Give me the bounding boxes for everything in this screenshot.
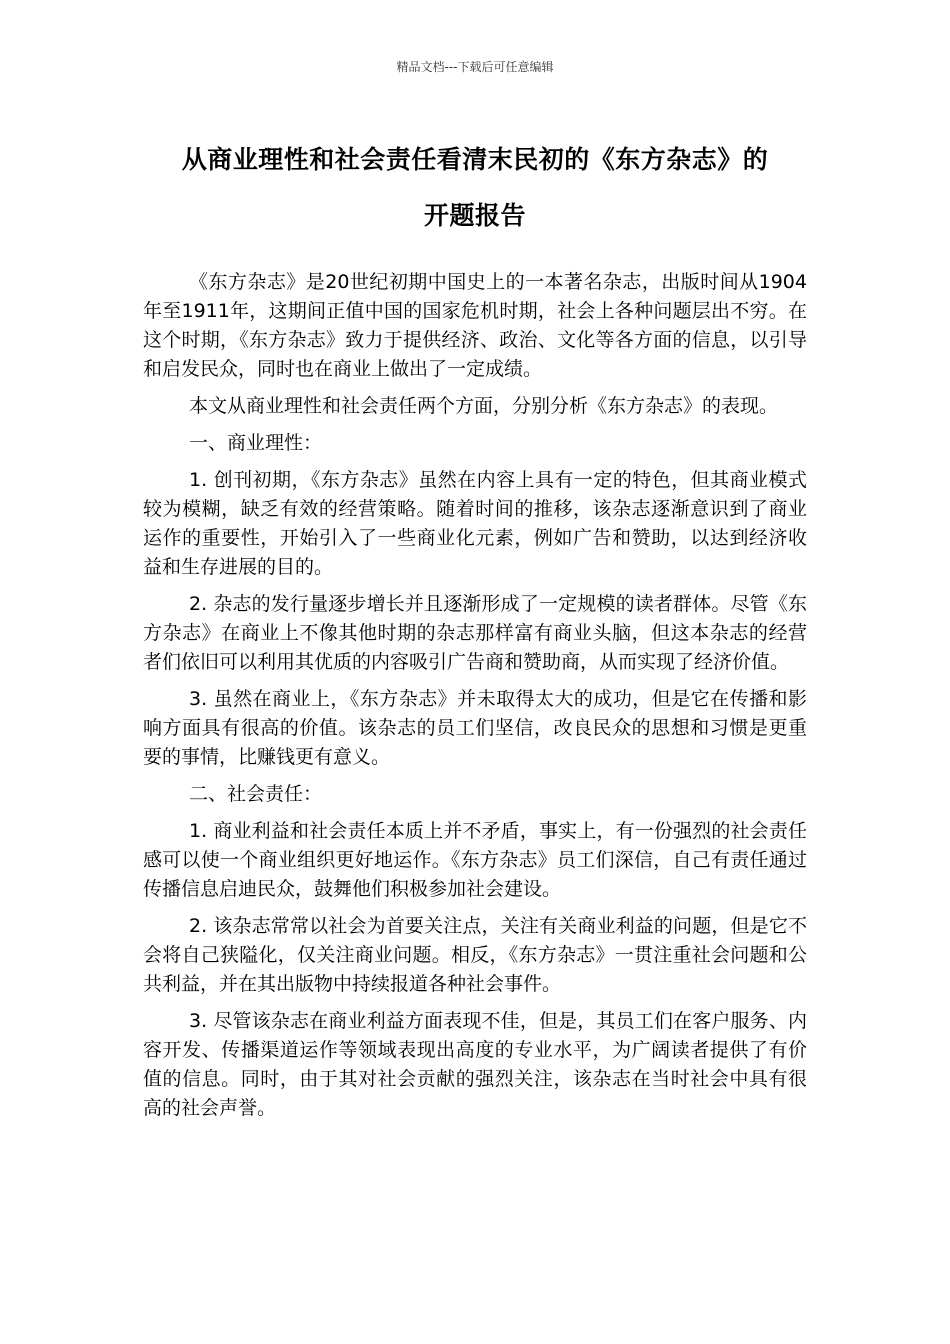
commercial-point-1: 1. 创刊初期，《东方杂志》虽然在内容上具有一定的特色，但其商业模式较为模糊，缺乏有效的经营策略。随着时间的推移，该杂志逐渐意识到了商业运作的重要性，开始引入了一些商业化元素，例如广告和赞助，以达到经济收益和生存进展的目的。 xyxy=(143,469,807,578)
section-heading-commercial: 一、商业理性： xyxy=(189,432,323,454)
intro-paragraph: 《东方杂志》是20世纪初期中国史上的一本著名杂志，出版时间从1904年至1911年，这期间正值中国的国家危机时期，社会上各种问题层出不穷。在这个时期，《东方杂志》致力于提供经济、政治、文化等各方面的信息，以引导和启发民众，同时也在商业上做出了一定成绩。 xyxy=(143,271,807,380)
document-title xyxy=(140,132,810,244)
social-point-2: 2. 该杂志常常以社会为首要关注点，关注有关商业利益的问题，但是它不会将自己狭隘化，仅关注商业问题。相反，《东方杂志》一贯注重社会问题和公共利益，并在其出版物中持续报道各种社会事件。 xyxy=(143,915,807,995)
social-point-1: 1. 商业利益和社会责任本质上并不矛盾，事实上，有一份强烈的社会责任感可以使一个商业组织更好地运作。《东方杂志》员工们深信，自己有责任通过传播信息启迪民众，鼓舞他们积极参加社会建设。 xyxy=(143,820,807,900)
document-body xyxy=(143,268,807,1131)
social-point-3: 3. 尽管该杂志在商业利益方面表现不佳，但是，其员工们在客户服务、内容开发、传播渠道运作等领域表现出高度的专业水平，为广阔读者提供了有价值的信息。同时，由于其对社会贡献的强烈关注，该杂志在当时社会中具有很高的社会声誉。 xyxy=(143,1010,807,1119)
title-line-1: 从商业理性和社会责任看清末民初的《东方杂志》的 xyxy=(181,145,769,174)
commercial-point-2: 2. 杂志的发行量逐步增长并且逐渐形成了一定规模的读者群体。尽管《东方杂志》在商业上不像其他时期的杂志那样富有商业头脑，但这本杂志的经营者们依旧可以利用其优质的内容吸引广告商和赞助商，从而实现了经济价值。 xyxy=(143,593,807,673)
section-heading-social: 二、社会责任： xyxy=(189,783,323,805)
title-line-2: 开题报告 xyxy=(423,201,526,230)
commercial-point-3: 3. 虽然在商业上，《东方杂志》并未取得太大的成功，但是它在传播和影响方面具有很高的价值。该杂志的员工们坚信，改良民众的思想和习惯是更重要的事情，比赚钱更有意义。 xyxy=(143,688,807,768)
scope-paragraph: 本文从商业理性和社会责任两个方面，分别分析《东方杂志》的表现。 xyxy=(189,395,779,417)
page-header: 精品文档---下载后可任意编辑 xyxy=(396,60,554,74)
